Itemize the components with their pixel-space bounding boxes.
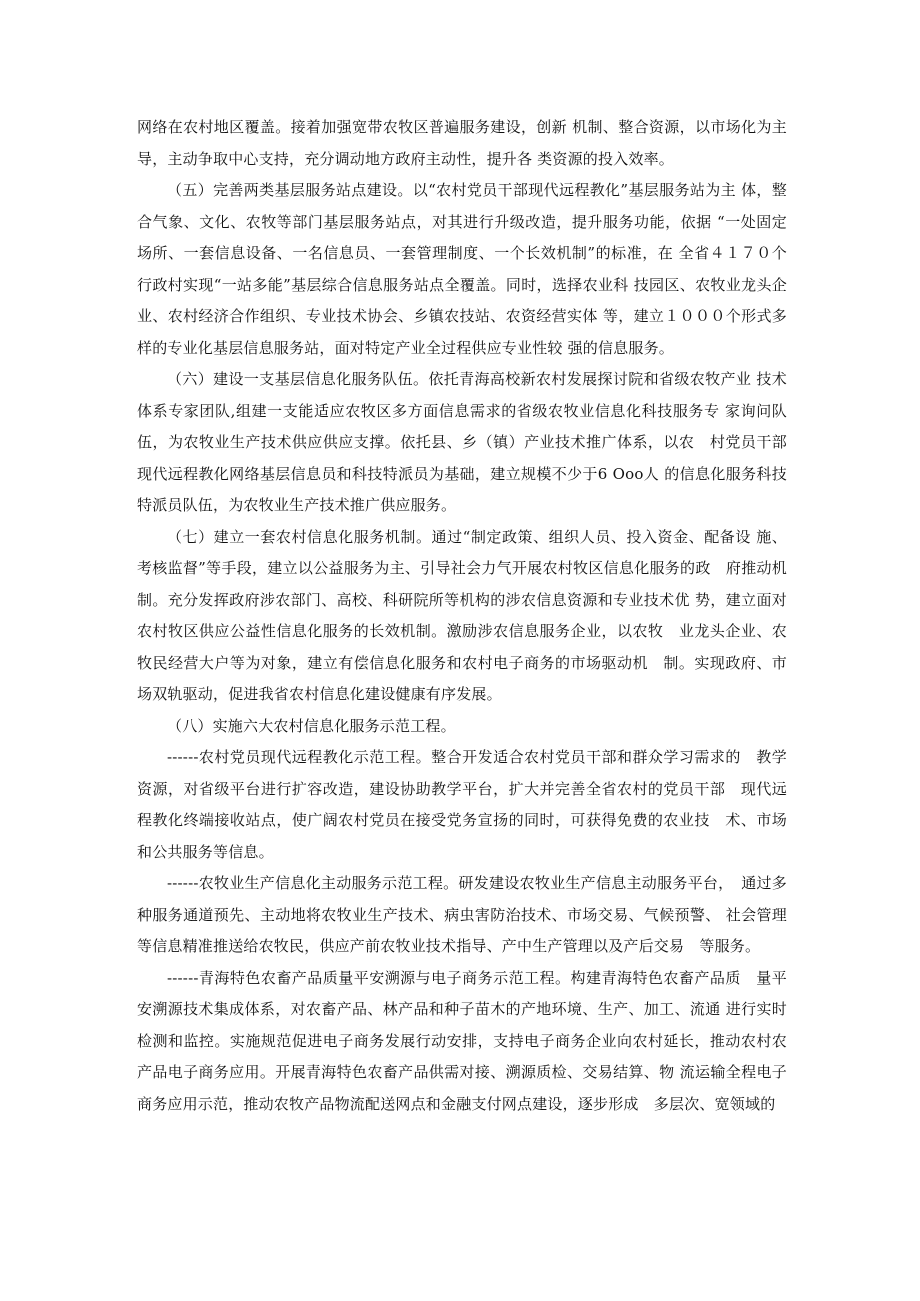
paragraph-project-production-info: ------农牧业生产信息化主动服务示范工程。研发建设农牧业生产信息主动服务平台， 通过多种服务通道预先、主动地将农牧业生产技术、病虫害防治技术、市场交易、气候预警、 社会管理等信息精准推送给农牧民，供应产前农牧业技术指导、产中生产管理以及产后交易 等服务。: [137, 874, 787, 955]
paragraph-section-seven: （七）建立一套农村信息化服务机制。通过“制定政策、组织人员、投入资金、配备设 施、考核监督”等手段，建立以公益服务为主、引导社会力气开展农村牧区信息化服务的政 府推动机制。充分发挥政府涉农部门、高校、科研院所等机构的涉农信息资源和专业技术优 势，建立面对农村牧区供应公益性信息化服务的长效机制。激励涉农信息服务企业，以农牧 业龙头企业、农牧民经营大户等为对象，建立有偿信息化服务和农村电子商务的市场驱动机 制。实现政府、市场双轨驱动，促进我省农村信息化建设健康有序发展。: [137, 527, 787, 703]
paragraph-section-five: （五）完善两类基层服务站点建设。以“农村党员干部现代远程教化”基层服务站为主 体，整合气象、文化、农牧等部门基层服务站点，对其进行升级改造，提升服务功能，依据 “一处固定场所、一套信息设备、一名信息员、一套管理制度、一个长效机制”的标准，在 全省４１７０个行政村实现“一站多能”基层综合信息服务站点全覆盖。同时，选择农业科 技园区、农牧业龙头企业、农村经济合作组织、专业技术协会、乡镇农技站、农资经营实体 等，建立１０００个形式多样的专业化基层信息服务站，面对特定产业全过程供应专业性较 强的信息服务。: [137, 181, 787, 357]
document-body: [137, 112, 787, 1120]
paragraph-continuation: 网络在农村地区覆盖。接着加强宽带农牧区普遍服务建设，创新 机制、整合资源，以市场化为主导，主动争取中心支持，充分调动地方政府主动性，提升各 类资源的投入效率。: [137, 118, 787, 168]
paragraph-project-traceability-ecommerce: ------青海特色农畜产品质量平安溯源与电子商务示范工程。构建青海特色农畜产品质 量平安溯源技术集成体系，对农畜产品、林产品和种子苗木的产地环境、生产、加工、流通 进行实时检测和监控。实施规范促进电子商务发展行动安排，支持电子商务企业向农村延长，推动农村农产品电子商务应用。开展青海特色农畜产品供需对接、溯源质检、交易结算、物 流运输全程电子商务应用示范，推动农牧产品物流配送网点和金融支付网点建设，逐步形成 多层次、宽领域的: [137, 968, 787, 1113]
paragraph-project-party-education: ------农村党员现代远程教化示范工程。整合开发适合农村党员干部和群众学习需求的 教学资源，对省级平台进行扩容改造，建设协助教学平台，扩大并完善全省农村的党员干部 现代远程教化终端接收站点，使广阔农村党员在接受党务宣扬的同时，可获得免费的农业技 术、市场和公共服务等信息。: [137, 748, 787, 861]
paragraph-section-eight: （八）实施六大农村信息化服务示范工程。: [167, 716, 456, 735]
paragraph-section-six: （六）建设一支基层信息化服务队伍。依托青海高校新农村发展探讨院和省级农牧产业 技术体系专家团队,组建一支能适应农牧区多方面信息需求的省级农牧业信息化科技服务专 家询问队伍，为农牧业生产技术供应供应支撑。依托县、乡（镇）产业技术推广体系，以农 村党员干部现代远程教化网络基层信息员和科技特派员为基础，建立规模不少于6 Ooo人 的信息化服务科技特派员队伍，为农牧业生产技术推广供应服务。: [137, 370, 787, 514]
